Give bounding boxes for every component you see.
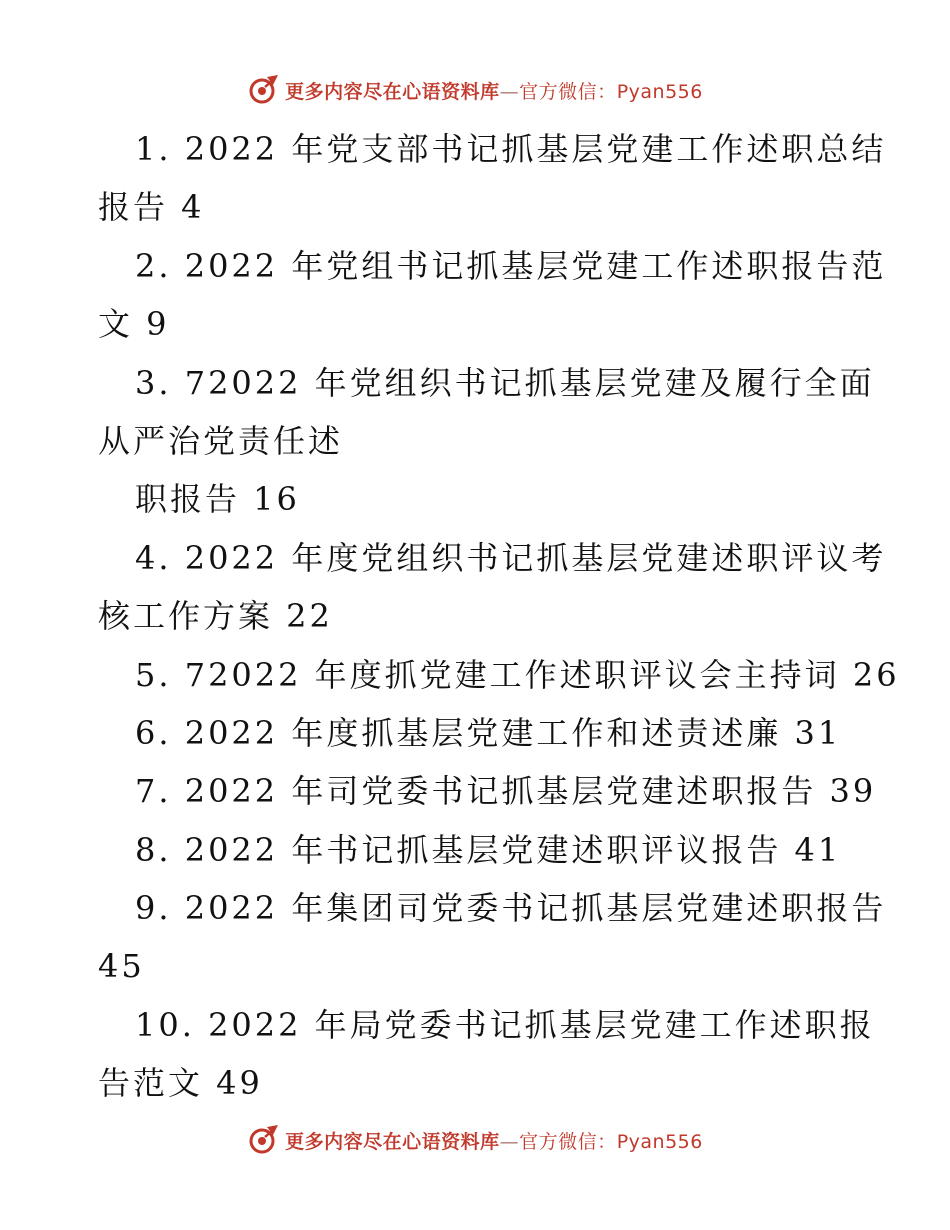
toc-line: 2. 2022 年党组书记抓基层党建工作述职报告范 [135,247,887,285]
watermark-label: 官方微信： [519,1130,617,1153]
toc-line: 职报告 16 [135,480,300,518]
toc-line: 报告 4 [98,188,205,226]
watermark-text [285,77,703,104]
toc-line: 告范文 49 [98,1064,263,1102]
toc-line: 4. 2022 年度党组织书记抓基层党建述职评议考 [135,539,887,577]
watermark-handle: Pyan556 [616,1130,703,1153]
watermark-separator: — [499,80,520,103]
watermark-label: 官方微信： [519,80,617,103]
toc-line: 8. 2022 年书记抓基层党建述职评议报告 41 [135,831,842,869]
footer-watermark [0,1120,950,1160]
watermark-separator: — [499,1130,520,1153]
toc-line: 核工作方案 22 [98,597,333,635]
watermark-text [285,1127,703,1154]
watermark-brand: 更多内容尽在心语资料库 [285,80,500,103]
toc-line: 9. 2022 年集团司党委书记抓基层党建述职报告 [135,889,887,927]
toc-line: 6. 2022 年度抓基层党建工作和述责述廉 31 [135,714,842,752]
toc-line: 文 9 [98,305,170,343]
header-watermark [0,70,950,110]
toc-line: 5. 72022 年度抓党建工作述职评议会主持词 26 [135,656,900,694]
toc-line: 1. 2022 年党支部书记抓基层党建工作述职总结 [135,130,887,168]
watermark-handle: Pyan556 [616,80,703,103]
pen-logo-icon [247,73,281,107]
toc-line: 从严治党责任述 [98,422,344,460]
toc-line: 45 [98,947,145,985]
toc-line: 3. 72022 年党组织书记抓基层党建及履行全面 [135,364,875,402]
toc-line: 7. 2022 年司党委书记抓基层党建述职报告 39 [135,772,877,810]
toc-line: 10. 2022 年局党委书记抓基层党建工作述职报 [135,1006,875,1044]
watermark-brand: 更多内容尽在心语资料库 [285,1130,500,1153]
pen-logo-icon [247,1123,281,1157]
